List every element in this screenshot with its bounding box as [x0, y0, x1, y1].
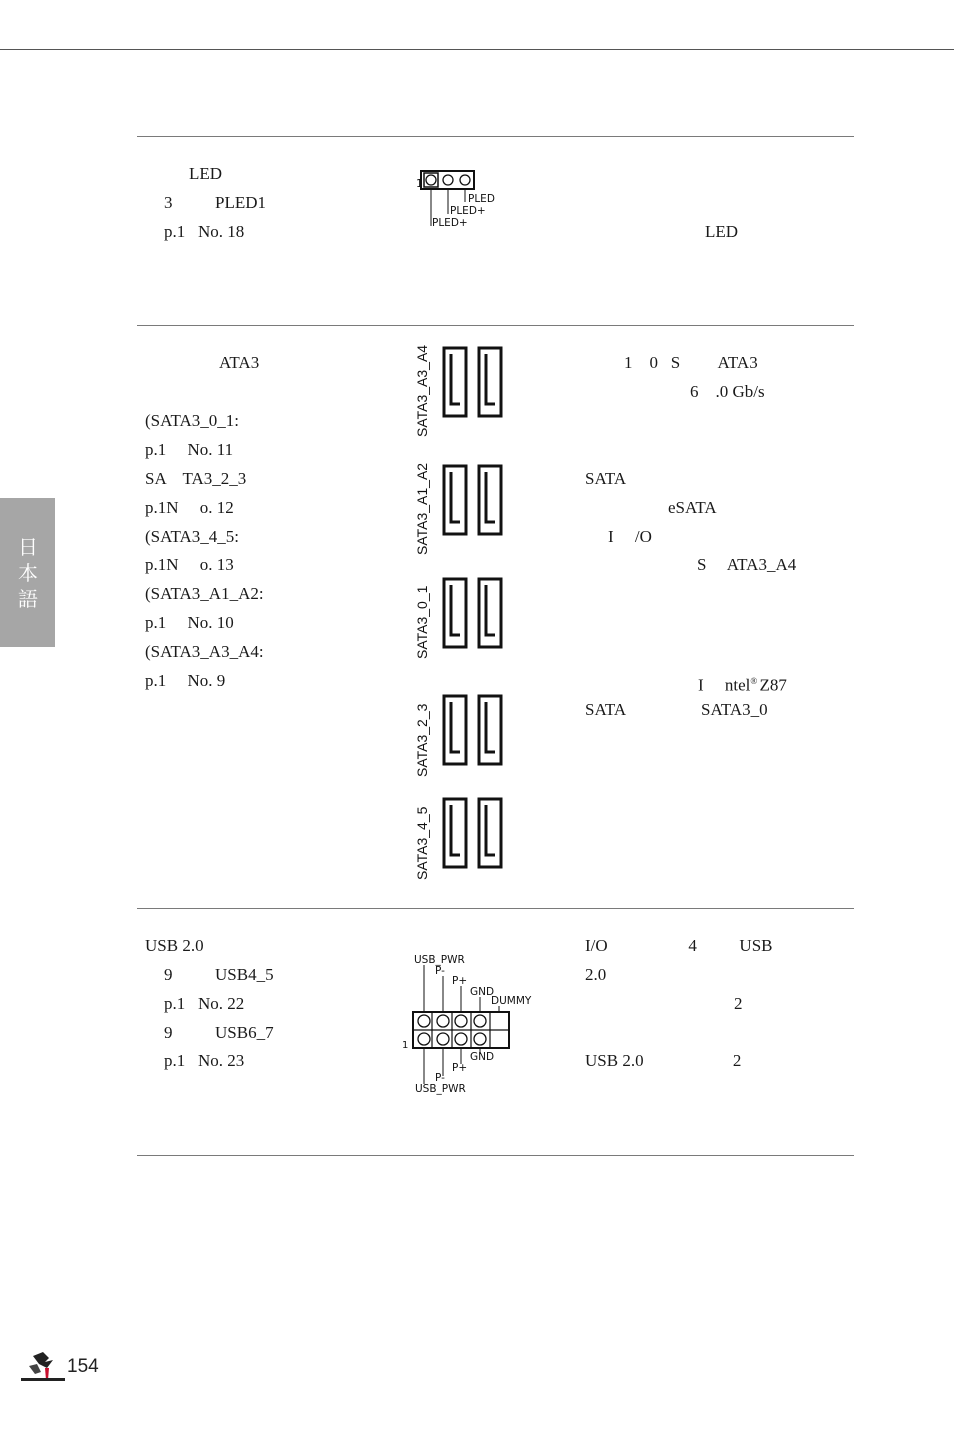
usb-description: USB 2.0 2 [585, 1051, 742, 1070]
section-divider [137, 1155, 854, 1156]
sata-connector-icon [442, 694, 504, 768]
power-led-header-diagram [410, 166, 520, 232]
section-divider [137, 325, 854, 326]
pin1-label: 1 [416, 177, 423, 190]
sata-connector-label: SATA3_A1_A2 [414, 462, 430, 555]
section-divider [137, 908, 854, 909]
power-led-page-ref: p.1 No. 18 [164, 222, 245, 241]
language-tab-label: 日本語 [18, 535, 38, 611]
dummy-label: DUMMY [491, 995, 532, 1007]
section-divider [137, 136, 854, 137]
sata-ref-page: p.1 No. 9 [145, 671, 226, 690]
sata-description: I /O [608, 527, 652, 546]
sata-description: S ATA3_A4 [697, 555, 797, 574]
sata-ref-page: p.1 No. 11 [145, 440, 234, 459]
pled-plus-label: PLED+ [450, 205, 486, 217]
sata-ref-label: (SATA3_A3_A4: [145, 642, 264, 661]
power-led-title: LED [189, 164, 223, 183]
sata-ref-page: p.1N o. 13 [145, 555, 234, 574]
sata-ref-label: (SATA3_4_5: [145, 527, 240, 546]
sata-ref-page: p.1N o. 12 [145, 498, 234, 517]
intel-label: I ntel [698, 675, 751, 695]
sata-connector-icon [442, 464, 504, 538]
sata-connector-icon [442, 797, 504, 871]
sata-ref-label: (SATA3_A1_A2: [145, 584, 264, 603]
usb-title: USB 2.0 [145, 936, 204, 955]
sata-description: SATA [585, 469, 627, 488]
sata-connector-label: SATA3_4_5 [414, 806, 430, 880]
usb-header-name: 9 USB4_5 [164, 965, 274, 984]
sata-ref-label: SA TA3_2_3 [145, 469, 247, 488]
pled-minus-label: PLED [468, 193, 495, 205]
language-tab[interactable] [0, 498, 55, 647]
sata-description: 6 .0 Gb/s [690, 382, 765, 401]
sata-description: eSATA [668, 498, 717, 517]
usb-description: 2 [734, 994, 743, 1013]
sata-connector-icon [442, 346, 504, 420]
usb-header-diagram [398, 948, 548, 1098]
sata-connector-label: SATA3_2_3 [414, 703, 430, 777]
sata-title: ATA3 [219, 353, 260, 372]
sata-description [698, 671, 787, 696]
chipset-label: Z87 [759, 675, 787, 695]
usb-header-name: 9 USB6_7 [164, 1023, 274, 1042]
p-minus-label-bottom: P- [435, 1072, 445, 1084]
power-led-description: LED [705, 222, 739, 241]
sata-ref-label: (SATA3_0_1: [145, 411, 240, 430]
sata-connector-label: SATA3_A3_A4 [414, 344, 430, 437]
usb-description: 2.0 [585, 965, 607, 984]
sata-description: SATA [585, 700, 627, 719]
usb-page-ref: p.1 No. 22 [164, 994, 245, 1013]
sata-description: 1 0 S ATA3 [624, 353, 758, 372]
brand-logo-icon [19, 1350, 67, 1386]
gnd-label-bottom: GND [470, 1051, 495, 1063]
usb-pwr-label-bottom: USB_PWR [415, 1083, 466, 1095]
sata-connector-icon [442, 577, 504, 651]
usb-pin1-label: 1 [402, 1040, 409, 1051]
usb-page-ref: p.1 No. 23 [164, 1051, 245, 1070]
p-minus-label: P- [435, 965, 445, 977]
sata-ref-page: p.1 No. 10 [145, 613, 234, 632]
usb-pwr-label: USB_PWR [414, 954, 465, 966]
sata-description: SATA3_0 [701, 700, 768, 719]
pled-plus-label-2: PLED+ [432, 217, 468, 229]
power-led-pins: 3 PLED1 [164, 193, 266, 212]
p-plus-label: P+ [452, 975, 468, 987]
p-plus-label-bottom: P+ [452, 1062, 468, 1074]
gnd-label: GND [470, 986, 495, 998]
usb-description: I/O 4 USB [585, 936, 773, 955]
header-rule [0, 49, 954, 50]
page-number: 154 [67, 1356, 99, 1377]
registered-mark: ® [750, 676, 760, 686]
sata-connector-label: SATA3_0_1 [414, 585, 430, 659]
